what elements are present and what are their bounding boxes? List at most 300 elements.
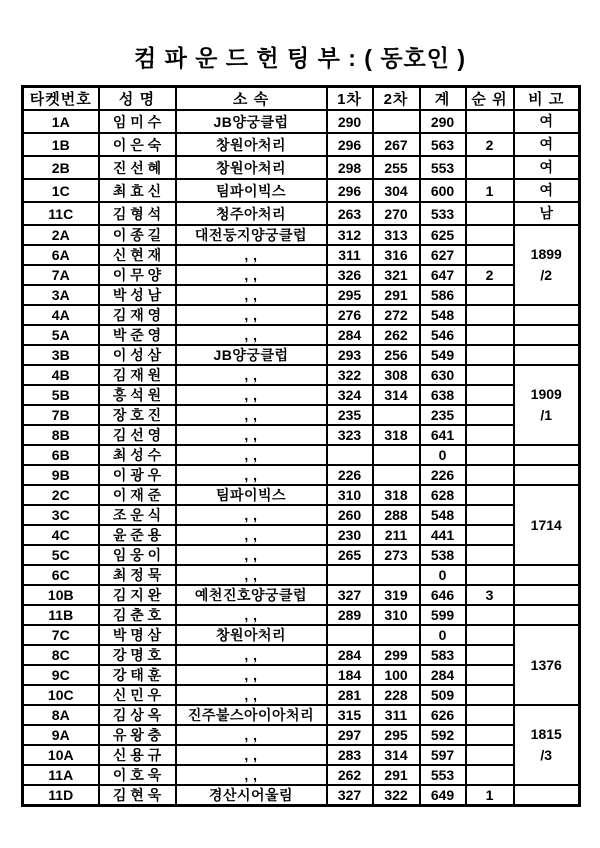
total-cell: 553 xyxy=(420,765,466,785)
name-cell: 최 효 신 xyxy=(99,179,176,202)
note-cell xyxy=(514,133,580,156)
target-cell: 5B xyxy=(23,385,99,405)
table-row xyxy=(23,325,580,345)
club-cell: 경산시어울림 xyxy=(176,785,327,806)
name-cell: 강 명 호 xyxy=(99,645,176,665)
target-cell: 11D xyxy=(23,785,99,806)
target-cell: 2B xyxy=(23,156,99,179)
club-cell: , , xyxy=(176,745,327,765)
total-cell: 638 xyxy=(420,385,466,405)
round1-cell: 293 xyxy=(327,345,373,365)
name-cell: 김 춘 호 xyxy=(99,605,176,625)
note-cell xyxy=(514,625,580,705)
total-cell: 626 xyxy=(420,705,466,725)
round1-cell: 326 xyxy=(327,265,373,285)
column-header-club: 소 속 xyxy=(176,87,327,111)
round1-cell: 263 xyxy=(327,202,373,225)
round2-cell: 211 xyxy=(373,525,420,545)
club-cell: , , xyxy=(176,645,327,665)
table-row xyxy=(23,179,580,202)
note-cell xyxy=(514,565,580,585)
note-cell xyxy=(514,225,580,305)
table-row xyxy=(23,202,580,225)
name-cell: 이 광 우 xyxy=(99,465,176,485)
rank-cell xyxy=(466,725,514,745)
note-cell xyxy=(514,325,580,345)
round1-cell: 260 xyxy=(327,505,373,525)
club-cell: 대전둥지양궁클럽 xyxy=(176,225,327,245)
note-line: /3 xyxy=(540,747,553,763)
target-cell: 5C xyxy=(23,545,99,565)
target-cell: 10C xyxy=(23,685,99,705)
note-line: 여 xyxy=(539,182,554,198)
rank-cell xyxy=(466,505,514,525)
round1-cell: 184 xyxy=(327,665,373,685)
rank-cell xyxy=(466,465,514,485)
round2-cell: 256 xyxy=(373,345,420,365)
round1-cell: 327 xyxy=(327,785,373,806)
total-cell: 549 xyxy=(420,345,466,365)
target-cell: 1C xyxy=(23,179,99,202)
name-cell: 김 상 옥 xyxy=(99,705,176,725)
round1-cell: 283 xyxy=(327,745,373,765)
rank-cell xyxy=(466,225,514,245)
rank-cell: 3 xyxy=(466,585,514,605)
club-cell: , , xyxy=(176,725,327,745)
total-cell: 647 xyxy=(420,265,466,285)
club-cell: , , xyxy=(176,445,327,465)
target-cell: 6A xyxy=(23,245,99,265)
target-cell: 10A xyxy=(23,745,99,765)
round2-cell: 322 xyxy=(373,785,420,806)
name-cell: 김 현 욱 xyxy=(99,785,176,806)
total-cell: 649 xyxy=(420,785,466,806)
note-line: 1899 xyxy=(530,246,562,262)
round2-cell: 304 xyxy=(373,179,420,202)
round2-cell: 299 xyxy=(373,645,420,665)
note-line: 여 xyxy=(539,113,554,129)
target-cell: 2C xyxy=(23,485,99,505)
name-cell: 최 성 수 xyxy=(99,445,176,465)
name-cell: 박 성 남 xyxy=(99,285,176,305)
round2-cell: 314 xyxy=(373,385,420,405)
table-row xyxy=(23,365,580,385)
total-cell: 597 xyxy=(420,745,466,765)
name-cell: 이 성 삼 xyxy=(99,345,176,365)
club-cell: JB양궁클럽 xyxy=(176,110,327,133)
round1-cell xyxy=(327,625,373,645)
name-cell: 이 종 길 xyxy=(99,225,176,245)
rank-cell xyxy=(466,765,514,785)
rank-cell xyxy=(466,485,514,505)
note-cell xyxy=(514,605,580,625)
round1-cell: 235 xyxy=(327,405,373,425)
note-cell xyxy=(514,585,580,605)
table-row xyxy=(23,665,580,685)
round2-cell: 319 xyxy=(373,585,420,605)
name-cell: 조 운 식 xyxy=(99,505,176,525)
target-cell: 1A xyxy=(23,110,99,133)
total-cell: 0 xyxy=(420,445,466,465)
note-cell xyxy=(514,345,580,365)
target-cell: 7A xyxy=(23,265,99,285)
table-row xyxy=(23,605,580,625)
round2-cell: 318 xyxy=(373,425,420,445)
total-cell: 586 xyxy=(420,285,466,305)
total-cell: 600 xyxy=(420,179,466,202)
note-line: 1714 xyxy=(530,516,562,533)
round1-cell: 327 xyxy=(327,585,373,605)
club-cell: , , xyxy=(176,385,327,405)
table-row xyxy=(23,345,580,365)
table-row xyxy=(23,525,580,545)
target-cell: 9B xyxy=(23,465,99,485)
rank-cell xyxy=(466,625,514,645)
round1-cell: 230 xyxy=(327,525,373,545)
rank-cell xyxy=(466,305,514,325)
round2-cell: 316 xyxy=(373,245,420,265)
round2-cell: 262 xyxy=(373,325,420,345)
note-cell xyxy=(514,465,580,485)
round1-cell: 295 xyxy=(327,285,373,305)
target-cell: 8B xyxy=(23,425,99,445)
table-row xyxy=(23,245,580,265)
rank-cell xyxy=(466,445,514,465)
round1-cell: 290 xyxy=(327,110,373,133)
table-row xyxy=(23,725,580,745)
total-cell: 583 xyxy=(420,645,466,665)
note-line: 여 xyxy=(539,159,554,175)
table-header xyxy=(23,87,580,111)
round1-cell xyxy=(327,565,373,585)
note-cell xyxy=(514,485,580,565)
round2-cell xyxy=(373,405,420,425)
note-line: 여 xyxy=(539,136,554,152)
club-cell: JB양궁클럽 xyxy=(176,345,327,365)
club-cell: , , xyxy=(176,605,327,625)
total-cell: 592 xyxy=(420,725,466,745)
table-row xyxy=(23,385,580,405)
club-cell: 진주불스아이아처리 xyxy=(176,705,327,725)
rank-cell xyxy=(466,405,514,425)
club-cell: , , xyxy=(176,305,327,325)
target-cell: 10B xyxy=(23,585,99,605)
table-row xyxy=(23,225,580,245)
rank-cell xyxy=(466,345,514,365)
column-header-name: 성 명 xyxy=(99,87,176,111)
round2-cell xyxy=(373,625,420,645)
note-cell xyxy=(514,445,580,465)
round1-cell: 276 xyxy=(327,305,373,325)
round2-cell: 321 xyxy=(373,265,420,285)
total-cell: 546 xyxy=(420,325,466,345)
page-title: 컴 파 운 드 헌 팅 부 : ( 동호인 ) xyxy=(133,45,467,71)
round2-cell: 100 xyxy=(373,665,420,685)
note-cell xyxy=(514,110,580,133)
total-cell: 441 xyxy=(420,525,466,545)
score-table-wrapper xyxy=(21,85,579,807)
table-row xyxy=(23,405,580,425)
total-cell: 627 xyxy=(420,245,466,265)
rank-cell xyxy=(466,325,514,345)
club-cell: , , xyxy=(176,665,327,685)
total-cell: 509 xyxy=(420,685,466,705)
round2-cell: 295 xyxy=(373,725,420,745)
rank-cell xyxy=(466,545,514,565)
note-cell xyxy=(514,705,580,785)
round2-cell: 291 xyxy=(373,765,420,785)
round1-cell: 265 xyxy=(327,545,373,565)
total-cell: 235 xyxy=(420,405,466,425)
note-line: /1 xyxy=(540,407,553,423)
target-cell: 11A xyxy=(23,765,99,785)
name-cell: 신 용 규 xyxy=(99,745,176,765)
name-cell: 이 재 준 xyxy=(99,485,176,505)
club-cell: 팀파이빅스 xyxy=(176,179,327,202)
club-cell: , , xyxy=(176,765,327,785)
round2-cell: 318 xyxy=(373,485,420,505)
total-cell: 548 xyxy=(420,305,466,325)
table-row xyxy=(23,265,580,285)
round1-cell: 311 xyxy=(327,245,373,265)
round1-cell: 312 xyxy=(327,225,373,245)
note-line: 1815 xyxy=(530,726,562,742)
rank-cell xyxy=(466,645,514,665)
target-cell: 7B xyxy=(23,405,99,425)
round2-cell: 273 xyxy=(373,545,420,565)
name-cell: 임 웅 이 xyxy=(99,545,176,565)
target-cell: 1B xyxy=(23,133,99,156)
target-cell: 7C xyxy=(23,625,99,645)
table-row xyxy=(23,765,580,785)
round1-cell: 315 xyxy=(327,705,373,725)
table-row xyxy=(23,705,580,725)
club-cell: , , xyxy=(176,685,327,705)
total-cell: 628 xyxy=(420,485,466,505)
name-cell: 신 민 우 xyxy=(99,685,176,705)
name-cell: 김 형 석 xyxy=(99,202,176,225)
target-cell: 3C xyxy=(23,505,99,525)
total-cell: 553 xyxy=(420,156,466,179)
rank-cell xyxy=(466,705,514,725)
round1-cell: 289 xyxy=(327,605,373,625)
club-cell: , , xyxy=(176,245,327,265)
total-cell: 625 xyxy=(420,225,466,245)
round2-cell xyxy=(373,445,420,465)
rank-cell: 2 xyxy=(466,265,514,285)
note-line: 1376 xyxy=(530,656,562,673)
total-cell: 0 xyxy=(420,565,466,585)
note-cell xyxy=(514,202,580,225)
total-cell: 0 xyxy=(420,625,466,645)
club-cell: , , xyxy=(176,325,327,345)
round2-cell: 308 xyxy=(373,365,420,385)
round2-cell xyxy=(373,465,420,485)
note-line: 남 xyxy=(539,205,554,221)
round2-cell: 313 xyxy=(373,225,420,245)
club-cell: , , xyxy=(176,525,327,545)
name-cell: 강 태 훈 xyxy=(99,665,176,685)
total-cell: 284 xyxy=(420,665,466,685)
target-cell: 6C xyxy=(23,565,99,585)
table-row xyxy=(23,785,580,806)
club-cell: , , xyxy=(176,505,327,525)
table-row xyxy=(23,565,580,585)
round2-cell: 255 xyxy=(373,156,420,179)
table-body xyxy=(23,110,580,806)
round1-cell: 296 xyxy=(327,133,373,156)
table-row xyxy=(23,133,580,156)
name-cell: 이 호 욱 xyxy=(99,765,176,785)
column-header-note: 비 고 xyxy=(514,87,580,111)
club-cell: 창원아처리 xyxy=(176,625,327,645)
rank-cell xyxy=(466,605,514,625)
table-row xyxy=(23,645,580,665)
total-cell: 290 xyxy=(420,110,466,133)
header-row xyxy=(23,87,580,111)
name-cell: 박 준 영 xyxy=(99,325,176,345)
round2-cell xyxy=(373,110,420,133)
round2-cell: 310 xyxy=(373,605,420,625)
total-cell: 599 xyxy=(420,605,466,625)
table-row xyxy=(23,485,580,505)
total-cell: 226 xyxy=(420,465,466,485)
table-row xyxy=(23,110,580,133)
round1-cell: 284 xyxy=(327,645,373,665)
target-cell: 5A xyxy=(23,325,99,345)
name-cell: 진 선 혜 xyxy=(99,156,176,179)
total-cell: 563 xyxy=(420,133,466,156)
total-cell: 548 xyxy=(420,505,466,525)
table-row xyxy=(23,745,580,765)
table-row xyxy=(23,545,580,565)
target-cell: 11B xyxy=(23,605,99,625)
round2-cell: 270 xyxy=(373,202,420,225)
name-cell: 장 호 진 xyxy=(99,405,176,425)
table-row xyxy=(23,505,580,525)
club-cell: , , xyxy=(176,425,327,445)
table-row xyxy=(23,425,580,445)
total-cell: 533 xyxy=(420,202,466,225)
name-cell: 유 왕 충 xyxy=(99,725,176,745)
club-cell: , , xyxy=(176,365,327,385)
round2-cell: 228 xyxy=(373,685,420,705)
rank-cell xyxy=(466,385,514,405)
note-line: 1909 xyxy=(530,386,562,402)
round2-cell: 272 xyxy=(373,305,420,325)
rank-cell xyxy=(466,285,514,305)
name-cell: 이 은 숙 xyxy=(99,133,176,156)
target-cell: 8C xyxy=(23,645,99,665)
total-cell: 538 xyxy=(420,545,466,565)
rank-cell xyxy=(466,110,514,133)
round1-cell: 310 xyxy=(327,485,373,505)
note-cell xyxy=(514,156,580,179)
round1-cell: 284 xyxy=(327,325,373,345)
round2-cell: 288 xyxy=(373,505,420,525)
target-cell: 4C xyxy=(23,525,99,545)
round1-cell: 281 xyxy=(327,685,373,705)
name-cell: 박 명 삼 xyxy=(99,625,176,645)
club-cell: , , xyxy=(176,265,327,285)
round1-cell: 297 xyxy=(327,725,373,745)
name-cell: 신 현 재 xyxy=(99,245,176,265)
total-cell: 641 xyxy=(420,425,466,445)
rank-cell: 1 xyxy=(466,179,514,202)
round2-cell: 291 xyxy=(373,285,420,305)
total-cell: 646 xyxy=(420,585,466,605)
name-cell: 최 정 묵 xyxy=(99,565,176,585)
round2-cell: 267 xyxy=(373,133,420,156)
column-header-round1: 1차 xyxy=(327,87,373,111)
club-cell: 청주아처리 xyxy=(176,202,327,225)
name-cell: 홍 석 원 xyxy=(99,385,176,405)
name-cell: 김 재 영 xyxy=(99,305,176,325)
note-cell xyxy=(514,305,580,325)
note-line: /2 xyxy=(540,267,553,283)
club-cell: 창원아처리 xyxy=(176,133,327,156)
target-cell: 4B xyxy=(23,365,99,385)
round2-cell: 311 xyxy=(373,705,420,725)
table-row xyxy=(23,445,580,465)
name-cell: 이 무 양 xyxy=(99,265,176,285)
club-cell: , , xyxy=(176,545,327,565)
club-cell: , , xyxy=(176,465,327,485)
round1-cell: 226 xyxy=(327,465,373,485)
target-cell: 9C xyxy=(23,665,99,685)
club-cell: 창원아처리 xyxy=(176,156,327,179)
rank-cell: 1 xyxy=(466,785,514,806)
rank-cell xyxy=(466,245,514,265)
column-header-target: 타켓번호 xyxy=(23,87,99,111)
column-header-total: 계 xyxy=(420,87,466,111)
rank-cell xyxy=(466,565,514,585)
round1-cell xyxy=(327,445,373,465)
club-cell: , , xyxy=(176,405,327,425)
club-cell: 예천진호양궁클럽 xyxy=(176,585,327,605)
target-cell: 2A xyxy=(23,225,99,245)
target-cell: 8A xyxy=(23,705,99,725)
target-cell: 6B xyxy=(23,445,99,465)
note-cell xyxy=(514,785,580,806)
table-row xyxy=(23,305,580,325)
round1-cell: 298 xyxy=(327,156,373,179)
round1-cell: 324 xyxy=(327,385,373,405)
score-table xyxy=(21,85,581,807)
name-cell: 김 선 영 xyxy=(99,425,176,445)
target-cell: 3B xyxy=(23,345,99,365)
round2-cell: 314 xyxy=(373,745,420,765)
rank-cell xyxy=(466,665,514,685)
rank-cell xyxy=(466,156,514,179)
column-header-round2: 2차 xyxy=(373,87,420,111)
rank-cell: 2 xyxy=(466,133,514,156)
club-cell: , , xyxy=(176,565,327,585)
target-cell: 3A xyxy=(23,285,99,305)
note-cell xyxy=(514,179,580,202)
rank-cell xyxy=(466,745,514,765)
rank-cell xyxy=(466,365,514,385)
table-row xyxy=(23,156,580,179)
table-row xyxy=(23,585,580,605)
round1-cell: 323 xyxy=(327,425,373,445)
rank-cell xyxy=(466,525,514,545)
total-cell: 630 xyxy=(420,365,466,385)
column-header-rank: 순 위 xyxy=(466,87,514,111)
round2-cell xyxy=(373,565,420,585)
target-cell: 11C xyxy=(23,202,99,225)
rank-cell xyxy=(466,425,514,445)
